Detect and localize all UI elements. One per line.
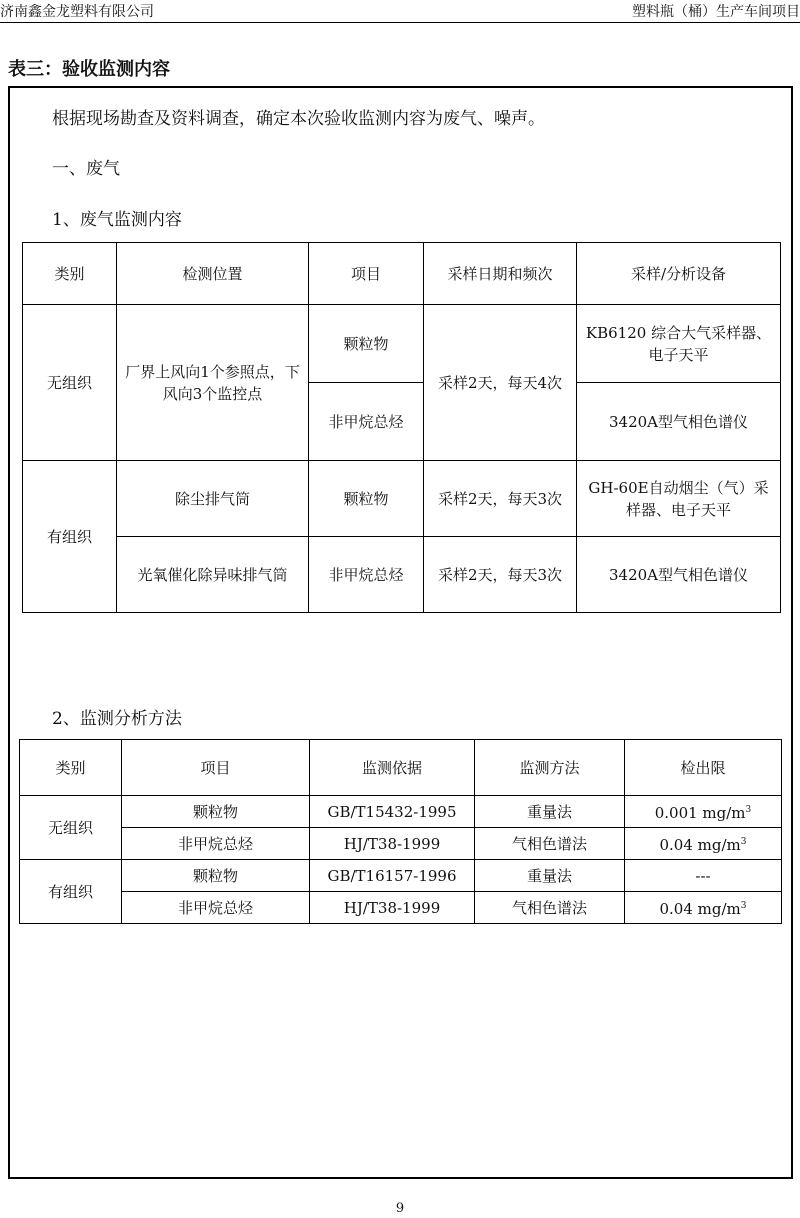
header-cell: 类别: [20, 740, 122, 796]
limit-cell: [625, 796, 782, 828]
basis-cell: GB/T15432-1995: [310, 796, 475, 828]
device-cell: KB6120 综合大气采样器、电子天平: [577, 305, 781, 383]
table-row: [20, 796, 782, 828]
item-cell: 非甲烷总烃: [309, 383, 424, 461]
table-row: [20, 892, 782, 924]
header-cell: 项目: [122, 740, 310, 796]
table-header-row: [23, 243, 781, 305]
location-cell: 光氧催化除异味排气筒: [117, 537, 309, 613]
table-row: [23, 305, 781, 383]
heading-analysis-method: 2、监测分析方法: [52, 709, 182, 729]
method-cell: 重量法: [475, 860, 625, 892]
category-cell: 无组织: [23, 305, 117, 461]
limit-exponent: 3: [740, 901, 747, 911]
item-cell: 非甲烷总烃: [122, 828, 310, 860]
table-row: [20, 828, 782, 860]
basis-cell: GB/T16157-1996: [310, 860, 475, 892]
section-title: 表三：验收监测内容: [8, 59, 170, 80]
device-cell: GH-60E自动烟尘（气）采样器、电子天平: [577, 461, 781, 537]
monitoring-content-table: [22, 242, 781, 613]
header-cell: 检出限: [625, 740, 782, 796]
frequency-cell: 采样2天，每天3次: [424, 461, 577, 537]
item-cell: 颗粒物: [309, 305, 424, 383]
category-cell: 有组织: [20, 860, 122, 924]
item-cell: 颗粒物: [309, 461, 424, 537]
company-name: 济南鑫金龙塑料有限公司: [0, 4, 154, 20]
category-cell: 无组织: [20, 796, 122, 860]
location-cell: 除尘排气筒: [117, 461, 309, 537]
limit-value: 0.04 mg/m: [659, 900, 741, 918]
header-cell: 采样日期和频次: [424, 243, 577, 305]
header-cell: 监测方法: [475, 740, 625, 796]
page-header: [0, 0, 800, 23]
basis-cell: HJ/T38-1999: [310, 828, 475, 860]
limit-value: 0.001 mg/m: [654, 804, 746, 822]
heading-monitoring-content: 1、废气监测内容: [52, 210, 182, 230]
table-header-row: [20, 740, 782, 796]
item-cell: 颗粒物: [122, 860, 310, 892]
location-cell: 厂界上风向1个参照点，下风向3个监控点: [117, 305, 309, 461]
table-row: [23, 537, 781, 613]
category-cell: 有组织: [23, 461, 117, 613]
heading-waste-gas: 一、废气: [52, 159, 120, 179]
header-cell: 采样/分析设备: [577, 243, 781, 305]
intro-paragraph: 根据现场勘查及资料调查，确定本次验收监测内容为废气、噪声。: [52, 109, 545, 129]
header-cell: 检测位置: [117, 243, 309, 305]
frequency-cell: 采样2天，每天4次: [424, 305, 577, 461]
device-cell: 3420A型气相色谱仪: [577, 537, 781, 613]
limit-cell: ---: [625, 860, 782, 892]
table-row: [23, 461, 781, 537]
item-cell: 颗粒物: [122, 796, 310, 828]
analysis-method-table: [19, 739, 782, 924]
basis-cell: HJ/T38-1999: [310, 892, 475, 924]
device-cell: 3420A型气相色谱仪: [577, 383, 781, 461]
item-cell: 非甲烷总烃: [122, 892, 310, 924]
frequency-cell: 采样2天，每天3次: [424, 537, 577, 613]
limit-value: 0.04 mg/m: [659, 836, 741, 854]
table-row: [20, 860, 782, 892]
method-cell: 气相色谱法: [475, 828, 625, 860]
header-cell: 监测依据: [310, 740, 475, 796]
header-cell: 项目: [309, 243, 424, 305]
method-cell: 重量法: [475, 796, 625, 828]
method-cell: 气相色谱法: [475, 892, 625, 924]
header-cell: 类别: [23, 243, 117, 305]
project-name: 塑料瓶（桶）生产车间项目: [632, 4, 800, 20]
limit-exponent: 3: [745, 805, 752, 815]
limit-cell: [625, 828, 782, 860]
item-cell: 非甲烷总烃: [309, 537, 424, 613]
page-number: 9: [395, 1201, 405, 1216]
limit-exponent: 3: [740, 837, 747, 847]
limit-cell: [625, 892, 782, 924]
